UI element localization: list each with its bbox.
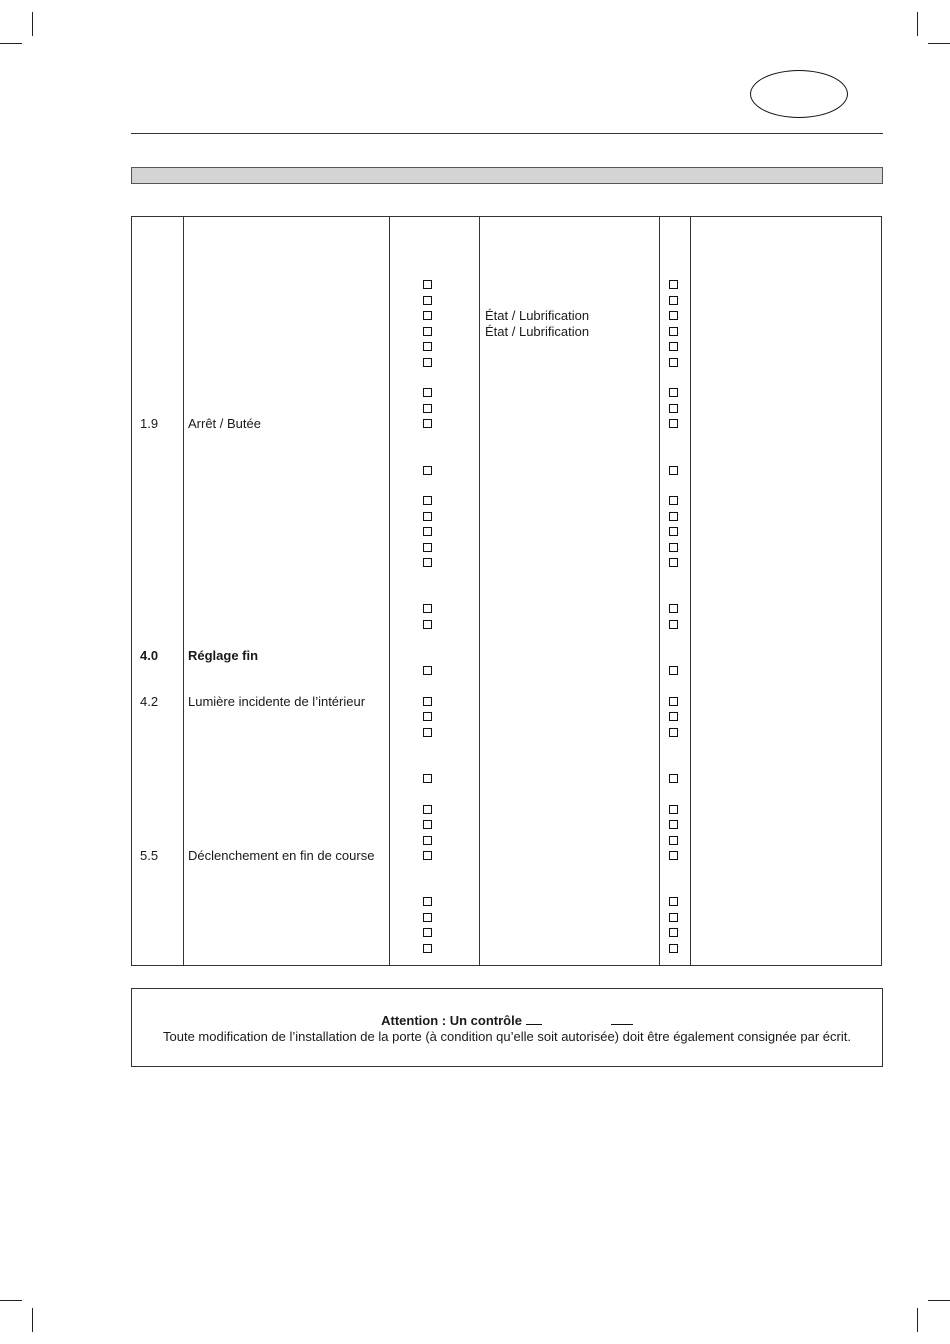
- blank-line: [526, 1013, 542, 1025]
- checkbox[interactable]: [423, 774, 432, 783]
- note-text: État / Lubrification: [485, 324, 590, 339]
- checkbox[interactable]: [423, 496, 432, 505]
- checkbox[interactable]: [423, 805, 432, 814]
- crop-mark: [0, 43, 22, 44]
- checkbox[interactable]: [423, 944, 432, 953]
- notice-title: Attention : Un contrôle: [381, 1013, 522, 1028]
- checklist-table: [131, 216, 882, 966]
- notice-title-line: [132, 1013, 882, 1028]
- checkbox[interactable]: [423, 327, 432, 336]
- checkbox[interactable]: [669, 342, 678, 351]
- checkbox[interactable]: [669, 913, 678, 922]
- checkbox[interactable]: [669, 820, 678, 829]
- column-divider: [183, 217, 184, 965]
- checkbox[interactable]: [423, 851, 432, 860]
- crop-mark: [917, 1308, 918, 1332]
- checkbox[interactable]: [423, 404, 432, 413]
- row-label: Réglage fin: [188, 648, 259, 663]
- checkbox[interactable]: [423, 280, 432, 289]
- checkbox[interactable]: [669, 728, 678, 737]
- row-label: Lumière incidente de l’intérieur: [188, 694, 366, 709]
- checkbox[interactable]: [423, 466, 432, 475]
- column-divider: [389, 217, 390, 965]
- checkbox[interactable]: [669, 666, 678, 675]
- checkbox[interactable]: [669, 327, 678, 336]
- checkbox[interactable]: [669, 604, 678, 613]
- checkbox[interactable]: [669, 512, 678, 521]
- checkbox[interactable]: [669, 620, 678, 629]
- checkbox[interactable]: [423, 712, 432, 721]
- checkbox[interactable]: [669, 774, 678, 783]
- checkbox[interactable]: [423, 558, 432, 567]
- column-divider: [479, 217, 480, 965]
- row-number: 5.5: [140, 848, 159, 863]
- checkbox[interactable]: [423, 697, 432, 706]
- checkbox[interactable]: [669, 419, 678, 428]
- crop-mark: [928, 43, 950, 44]
- column-divider: [690, 217, 691, 965]
- section-header-bar: [131, 167, 883, 184]
- checkbox[interactable]: [669, 466, 678, 475]
- note-text: État / Lubrification: [485, 308, 590, 323]
- checkbox[interactable]: [423, 358, 432, 367]
- checkbox[interactable]: [669, 805, 678, 814]
- language-oval: [750, 70, 848, 118]
- column-divider: [659, 217, 660, 965]
- checkbox[interactable]: [669, 836, 678, 845]
- checkbox[interactable]: [669, 296, 678, 305]
- row-number: 1.9: [140, 416, 159, 431]
- checkbox[interactable]: [669, 928, 678, 937]
- checkbox[interactable]: [669, 527, 678, 536]
- row-number: 4.0: [140, 648, 159, 663]
- crop-mark: [928, 1300, 950, 1301]
- crop-mark: [0, 1300, 22, 1301]
- checkbox[interactable]: [423, 604, 432, 613]
- checkbox[interactable]: [669, 496, 678, 505]
- checkbox[interactable]: [423, 728, 432, 737]
- row-label: Déclenchement en fin de course: [188, 848, 375, 863]
- checkbox[interactable]: [669, 311, 678, 320]
- row-label: Arrêt / Butée: [188, 416, 261, 431]
- checkbox[interactable]: [669, 358, 678, 367]
- checkbox[interactable]: [423, 342, 432, 351]
- checkbox[interactable]: [423, 913, 432, 922]
- checkbox[interactable]: [669, 558, 678, 567]
- crop-mark: [32, 12, 33, 36]
- checkbox[interactable]: [669, 712, 678, 721]
- checkbox[interactable]: [423, 928, 432, 937]
- checkbox[interactable]: [423, 897, 432, 906]
- checkbox[interactable]: [669, 404, 678, 413]
- checkbox[interactable]: [669, 543, 678, 552]
- checkbox[interactable]: [423, 620, 432, 629]
- blank-line: [611, 1013, 633, 1025]
- checkbox[interactable]: [423, 419, 432, 428]
- notice-body: Toute modification de l’installation de la porte (à condition qu’elle soit autorisée) doit être également consignée par écrit.: [163, 1029, 851, 1044]
- checkbox[interactable]: [423, 820, 432, 829]
- row-number: 4.2: [140, 694, 159, 709]
- checkbox[interactable]: [423, 388, 432, 397]
- checkbox[interactable]: [669, 851, 678, 860]
- checkbox[interactable]: [669, 944, 678, 953]
- checkbox[interactable]: [423, 836, 432, 845]
- checkbox[interactable]: [423, 666, 432, 675]
- checkbox[interactable]: [423, 543, 432, 552]
- checkbox[interactable]: [423, 296, 432, 305]
- crop-mark: [917, 12, 918, 36]
- checkbox[interactable]: [423, 512, 432, 521]
- header-rule: [131, 133, 883, 134]
- checkbox[interactable]: [423, 527, 432, 536]
- checkbox[interactable]: [669, 897, 678, 906]
- checkbox[interactable]: [669, 388, 678, 397]
- crop-mark: [32, 1308, 33, 1332]
- checkbox[interactable]: [669, 280, 678, 289]
- checkbox[interactable]: [423, 311, 432, 320]
- checkbox[interactable]: [669, 697, 678, 706]
- attention-notice: [131, 988, 883, 1067]
